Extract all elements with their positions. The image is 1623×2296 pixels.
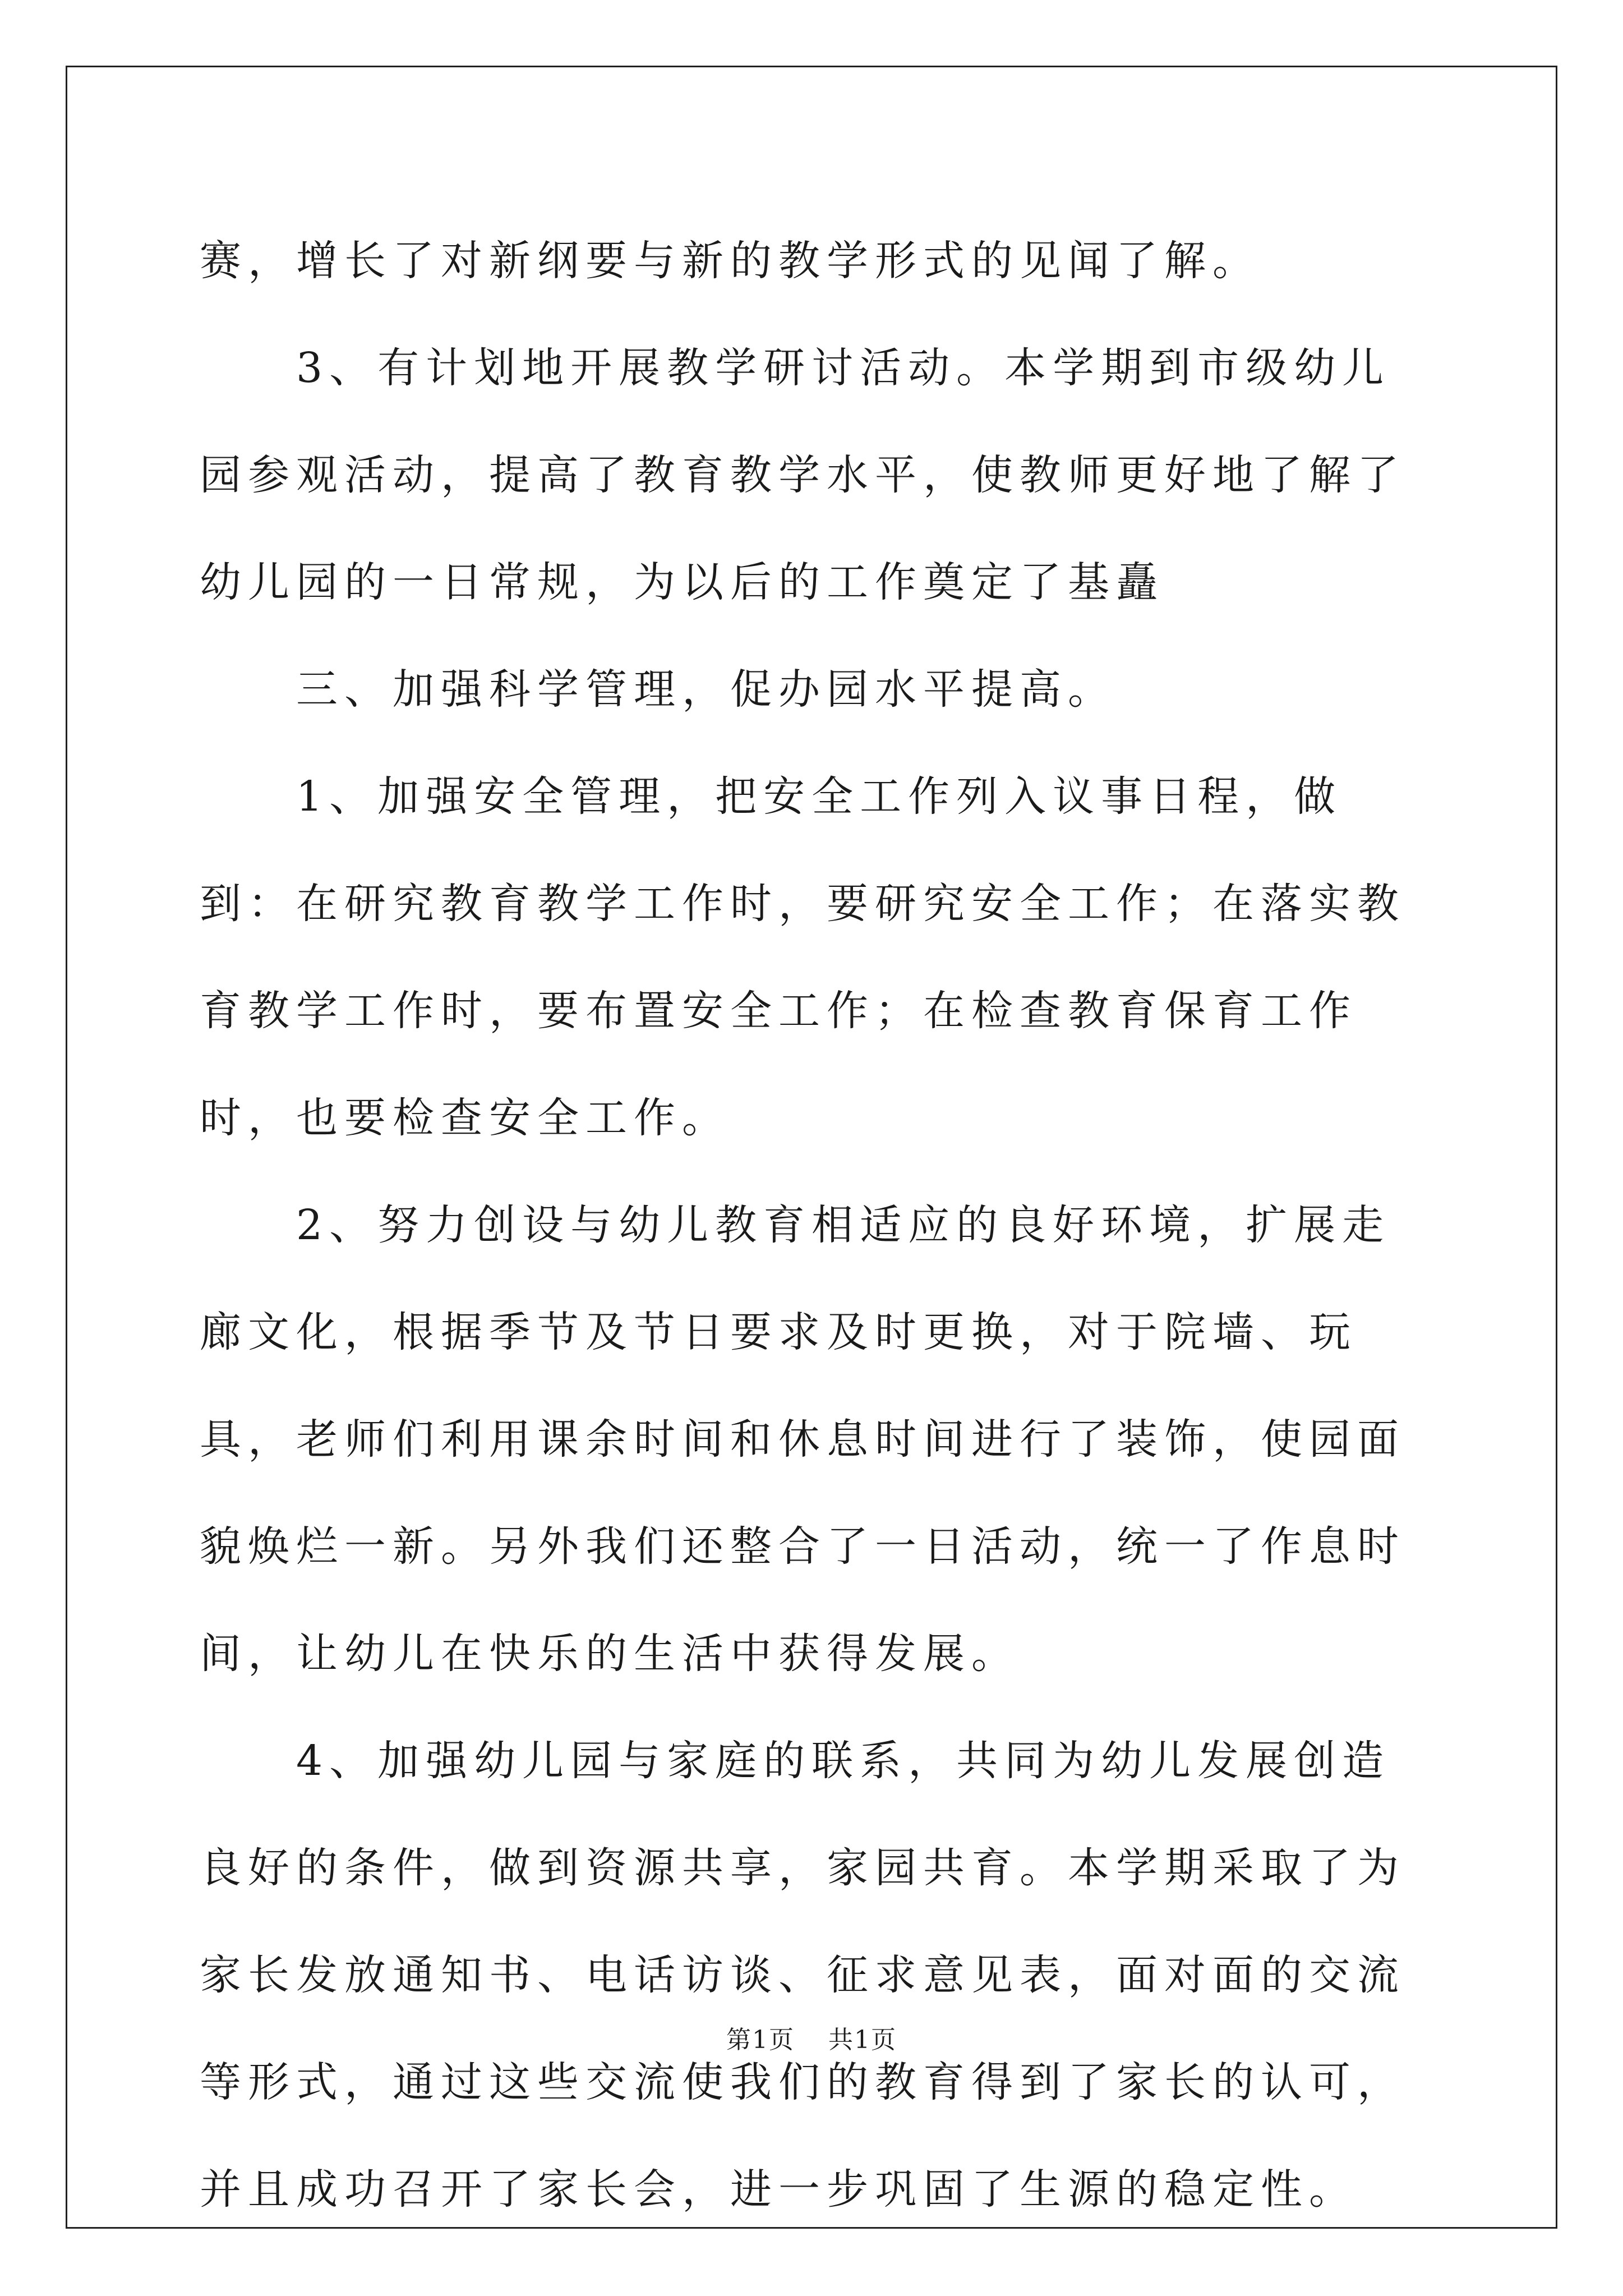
page-number-total: 共1页 (828, 2026, 897, 2054)
page-footer (0, 2019, 1623, 2055)
section-heading-management: 三、加强科学管理，促办园水平提高。 (296, 665, 1116, 714)
paragraph-family-contact: 4、加强幼儿园与家庭的联系，共同为幼儿发展创造良好的条件，做到资源共享，家园共育。本学期采取了为家长发放通知书、电话访谈、征求意见表，面对面的交流等形式，通过这些交流使我们的教育得到了家长的认可，并且成功召开了家长会，进一步巩固了生源的稳定性。 (200, 1737, 1405, 2214)
paragraph-continuation: 赛，增长了对新纲要与新的教学形式的见闻了解。 (200, 237, 1261, 285)
paragraph-safety-management: 1、加强安全管理，把安全工作列入议事日程，做到：在研究教育教学工作时，要研究安全工作；在落实教育教学工作时，要布置安全工作；在检查教育保育工作时，也要检查安全工作。 (200, 772, 1405, 1142)
paragraph-research-activities: 3、有计划地开展教学研讨活动。本学期到市级幼儿园参观活动，提高了教育教学水平，使教师更好地了解了幼儿园的一日常规，为以后的工作奠定了基矗 (200, 344, 1405, 606)
page-number-current: 第1页 (726, 2026, 795, 2054)
paragraph-environment: 2、努力创设与幼儿教育相适应的良好环境，扩展走廊文化，根据季节及节日要求及时更换，对于院墙、玩具，老师们利用课余时间和休息时间进行了装饰，使园面貌焕烂一新。另外我们还整合了一日活动，统一了作息时间，让幼儿在快乐的生活中获得发展。 (200, 1201, 1405, 1678)
document-body (200, 208, 1433, 2243)
